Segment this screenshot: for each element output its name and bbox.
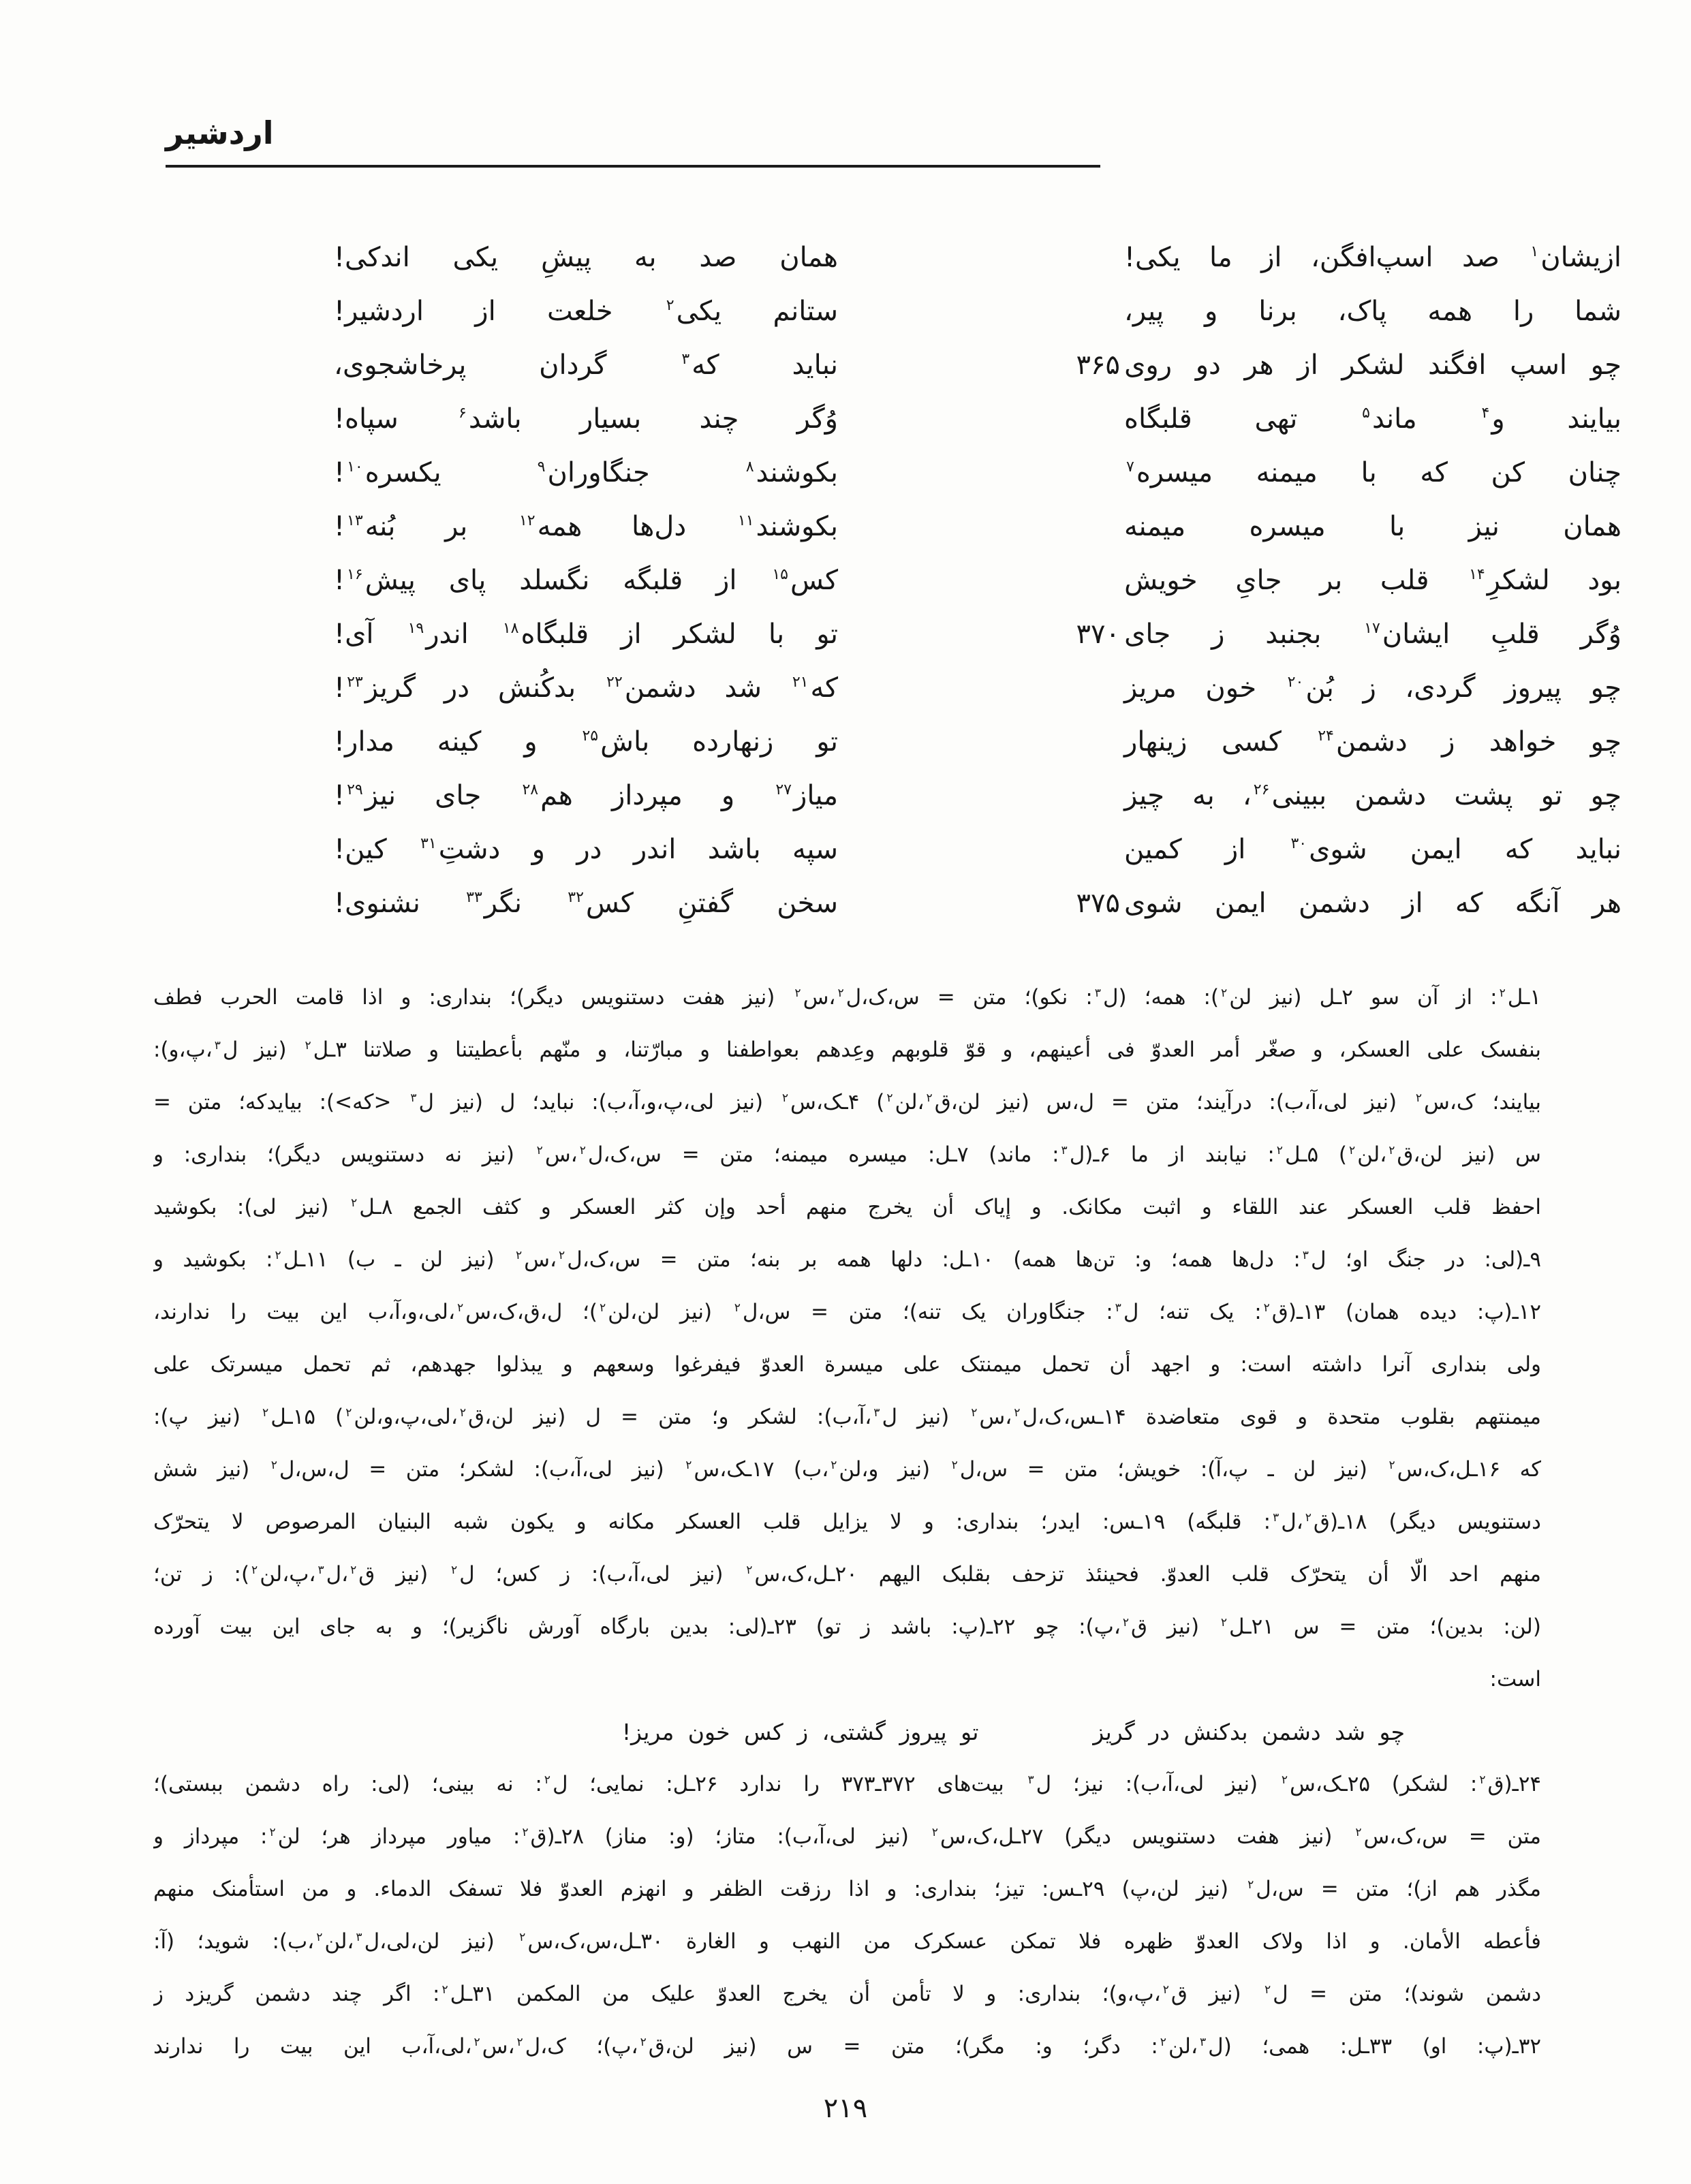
hemistich-first: چو اسپ افگند لشکر از هر دو روی <box>1124 349 1622 381</box>
verse-row <box>334 553 1622 607</box>
hemistich-first: چو خواهد ز دشمن$^{۲۴}$ کسی زینهار <box>1124 726 1622 758</box>
verse-row <box>334 768 1622 822</box>
hemistich-first: بیایند و$^۴$ ماند$^۵$ تهی قلبگاه <box>1124 403 1622 435</box>
hemistich-second: سخن گفتنِ کس$^{۳۲}$ نگر$^{۳۳}$ نشنوی! <box>334 887 838 919</box>
hemistich-second: ستانم یکی$^۲$ خلعت از اردشیر! <box>334 295 838 327</box>
verse-number: ۳۷۵ <box>1076 887 1120 919</box>
hemistich-second: کس$^{۱۵}$ از قلبگه نگسلد پای پیش$^{۱۶}$! <box>334 564 838 596</box>
verse-row <box>334 822 1622 876</box>
apparatus-line: دستنویس دیگر) ۱۸ـ(ق$^۲$،ل$^۳$: قلبگه) ۱۹ـس: ایدر؛ بنداری: و لا یزایل قلب العسکر مکانه و یکون شبه البنیان المرصوص لا یتحرّک <box>153 1510 1541 1534</box>
hemistich-first: چو پیروز گردی، ز بُن$^{۲۰}$ خون مریز <box>1124 672 1622 704</box>
quoted-hemistich-second: تو پیروز گشتی، ز کس خون مریز! <box>621 1719 979 1745</box>
apparatus-line: ۱۲ـ(پ: دیده همان) ۱۳ـ(ق$^۲$: یک تنه؛ ل$^۳$: جنگاوران یک تنه)؛ متن = س،ل$^۲$ (نیز لن،لن$^۲$)؛ ل،ق،ک،س$^۲$،لی،و،آ،ب این بیت را ندارند، <box>153 1300 1541 1324</box>
verse-row <box>334 392 1622 446</box>
verse-number: ۳۶۵ <box>1076 349 1120 381</box>
poem-block <box>334 230 1622 930</box>
hemistich-first: همان نیز با میسره میمنه <box>1124 510 1622 542</box>
apparatus-line: ۳۲ـ(پ: او) ۳۳ـل: همی؛ (ل$^۳$،لن$^۲$: دگر؛ و: مگر)؛ متن = س (نیز لن،ق$^۲$،پ)؛ ک،ل$^۲$،س$^۲$،لی،آ،ب این بیت را ندارند <box>153 2034 1541 2059</box>
apparatus-line: که ۱۶ـل،ک،س$^۲$ (نیز لن ـ پ،آ): خویش؛ متن = س،ل$^۲$ (نیز و،لن$^۲$،ب) ۱۷ـک،س$^۲$ (نیز لی،آ،ب): لشکر؛ متن = ل،س،ل$^۲$ (نیز شش <box>153 1457 1541 1482</box>
hemistich-second: بکوشند$^{۱۱}$ دل‌ها همه$^{۱۲}$ بر بُنه$^{۱۳}$! <box>334 510 838 542</box>
apparatus-line: ۱ـل$^۲$: از آن سو ۲ـل (نیز لن$^۲$): همه؛ (ل$^۳$: نکو)؛ متن = س،ک،ل$^۲$،س$^۲$ (نیز هفت دستنویس دیگر)؛ بنداری: و اذا قامت الحرب فطف <box>153 985 1541 1010</box>
apparatus-line: فأعطه الأمان. و اذا ولاک العدوّ ظهره فلا تمکن عسکرک من النهب و الغارة ۳۰ـل،س،ک،س$^۲$ (نیز لن،لی،ل$^۳$،لن$^۲$،ب): شوید؛ (آ: <box>153 1929 1541 1954</box>
apparatus-line: س (نیز لن،ق$^۲$،لن$^۲$) ۵ـل$^۲$: نیابند از ما ۶ـ(ل$^۳$: ماند) ۷ـل: میسره میمنه؛ متن = س،ک،ل$^۲$،س$^۲$ (نیز نه دستنویس دیگر)؛ بنداری: و <box>153 1142 1541 1167</box>
apparatus-line: ۲۴ـ(ق$^۲$: لشکر) ۲۵ـک،س$^۲$ (نیز لی،آ،ب): نیز؛ ل$^۳$ بیت‌های ۳۷۲ـ۳۷۳ را ندارد ۲۶ـل: نمایی؛ ل$^۲$: نه بینی؛ (لی: راه دشمن ببستی)؛ <box>153 1772 1541 1796</box>
hemistich-first: وُگر قلبِ ایشان$^{۱۷}$ بجنبد ز جای <box>1124 618 1622 650</box>
hemistich-first: چنان کن که با میمنه میسره$^۷$ <box>1126 456 1622 488</box>
hemistich-second: تو زنهارده باش$^{۲۵}$ و کینه مدار! <box>334 726 838 758</box>
verse-row <box>334 499 1622 553</box>
apparatus-line: متن = س،ک،س$^۲$ (نیز هفت دستنویس دیگر) ۲۷ـل،ک،س$^۲$ (نیز لی،آ،ب): متاز؛ (و: مناز) ۲۸ـ(ق$^۲$: میاور مپرداز هر؛ لن$^۲$: مپرداز و <box>153 1824 1541 1849</box>
header-rule <box>166 165 1100 168</box>
hemistich-second: نباید که$^۳$ گردان پرخاشجوی، <box>334 349 838 381</box>
hemistich-first: هر آنگه که از دشمن ایمن شوی <box>1124 887 1622 919</box>
verse-row <box>334 715 1622 768</box>
verse-number: ۳۷۰ <box>1076 618 1120 650</box>
hemistich-second: بکوشند$^۸$ جنگاوران$^۹$ یکسره$^{۱۰}$! <box>334 456 838 488</box>
apparatus-quoted-verse <box>153 1706 1541 1758</box>
verse-row <box>334 230 1622 284</box>
apparatus-line: میمنتهم بقلوب متحدة و قوی متعاضدة ۱۴ـس،ک،ل$^۲$،س$^۲$ (نیز ل$^۳$،آ،ب): لشکر و؛ متن = ل (نیز لن،ق$^۲$،لی،پ،و،لن$^۲$) ۱۵ـل$^۲$ (نیز پ): <box>153 1405 1541 1429</box>
running-head-title: اردشیر <box>166 114 274 151</box>
apparatus-line: (لن: بدین)؛ متن = س ۲۱ـل$^۲$ (نیز ق$^۲$،پ): چو ۲۲ـ(پ: باشد ز تو) ۲۳ـ(لی: بدین بارگاه آورش ناگزیر)؛ و به جای این بیت آورده <box>153 1614 1541 1639</box>
hemistich-first: چو تو پشت دشمن ببینی$^{۲۶}$، به چیز <box>1124 779 1622 811</box>
page-number: ۲۱۹ <box>823 2093 868 2124</box>
verse-row <box>334 338 1622 392</box>
hemistich-second: میاز$^{۲۷}$ و مپرداز هم$^{۲۸}$ جای نیز$^{۲۹}$! <box>334 779 838 811</box>
hemistich-second: همان صد به پیشِ یکی اندکی! <box>334 241 838 273</box>
apparatus-line: است: <box>1489 1667 1541 1691</box>
verse-row <box>334 284 1622 338</box>
apparatus-line: بیایند؛ ک،س$^۲$ (نیز لی،آ،ب): درآیند؛ متن = ل،س (نیز لن،ق$^۲$،لن$^۲$) ۴ـک،س$^۲$ (نیز لی،پ،و،آ،ب): نباید؛ ل (نیز ل$^۳$ <که>): بیایدکه؛ متن = <box>153 1090 1541 1114</box>
apparatus-line: مگذر هم از)؛ متن = س،ل$^۲$ (نیز لن،پ) ۲۹ـس: تیز؛ بنداری: و اذا رزقت الظفر و انهزم العدوّ فلا تسفک الدماء. و من استأمنک منهم <box>153 1877 1541 1901</box>
critical-apparatus <box>153 971 1541 2073</box>
apparatus-line: احفظ قلب العسکر عند اللقاء و اثبت مکانک. و إیاک أن یخرج منهم أحد وإن کثر العسکر و کثف الجمع ۸ـل$^۲$ (نیز لی): بکوشید <box>153 1195 1541 1219</box>
verse-row <box>334 446 1622 499</box>
hemistich-second: وُگر چند بسیار باشد$^۶$ سپاه! <box>334 403 838 435</box>
verse-row <box>334 661 1622 715</box>
apparatus-line: ۹ـ(لی: در جنگ او؛ ل$^۳$: دل‌ها همه؛ و: تن‌ها همه) ۱۰ـل: دلها همه بر بنه؛ متن = س،ک،ل$^۲$،س$^۲$ (نیز لن ـ ب) ۱۱ـل$^۲$: بکوشید و <box>153 1247 1541 1272</box>
apparatus-line: ولی بنداری آنرا داشته است: و اجهد أن تحمل میمنتک علی میسرة العدوّ فیفرغوا وسعهم و یبذلوا جهدهم، ثم تحمل میسرتک علی <box>153 1352 1541 1377</box>
hemistich-first: نباید که ایمن شوی$^{۳۰}$ از کمین <box>1124 833 1622 865</box>
quoted-hemistich-first: چو شد دشمن بدکنش در گریز <box>1093 1719 1405 1745</box>
apparatus-line: بنفسک علی العسکر، و صغّر أمر العدوّ فی أعینهم، و قوّ قلوبهم وعِدهم بعواطفنا و مبارّتنا، و منّهم بأعطیتنا و صلاتنا ۳ـل$^۲$ (نیز ل$^۳$،پ،و): <box>153 1038 1541 1062</box>
hemistich-second: سپه باشد اندر در و دشتِ$^{۳۱}$ کین! <box>334 833 838 865</box>
hemistich-first: بود لشکرِ$^{۱۴}$ قلب بر جایِ خویش <box>1124 564 1622 596</box>
apparatus-line: دشمن شوند)؛ متن = ل$^۲$ (نیز ق$^۲$،پ،و)؛ بنداری: و لا تأمن أن یخرج العدوّ علیک من المکمن ۳۱ـل$^۲$: اگر چند دشمن گریزد ز <box>153 1982 1541 2006</box>
verse-row <box>334 876 1622 930</box>
verse-row <box>334 607 1622 661</box>
hemistich-second: تو با لشکر از قلبگاه$^{۱۸}$ اندر$^{۱۹}$ آی! <box>334 618 838 650</box>
hemistich-first: شما را همه پاک، برنا و پیر، <box>1124 295 1622 327</box>
apparatus-line: منهم احد الّا أن یتحرّک قلب العدوّ. فحینئذ تزحف بقلبک الیهم ۲۰ـل،ک،س$^۲$ (نیز لی،آ،ب): ز کس؛ ل$^۲$ (نیز ق$^۲$،ل$^۳$،پ،لن$^۲$): ز تن؛ <box>153 1562 1541 1587</box>
hemistich-first: ازیشان$^۱$ صد اسپ‌افگن، از ما یکی! <box>1124 241 1622 273</box>
hemistich-second: که$^{۲۱}$ شد دشمن$^{۲۲}$ بدکُنش در گریز$^{۲۳}$! <box>334 672 838 704</box>
